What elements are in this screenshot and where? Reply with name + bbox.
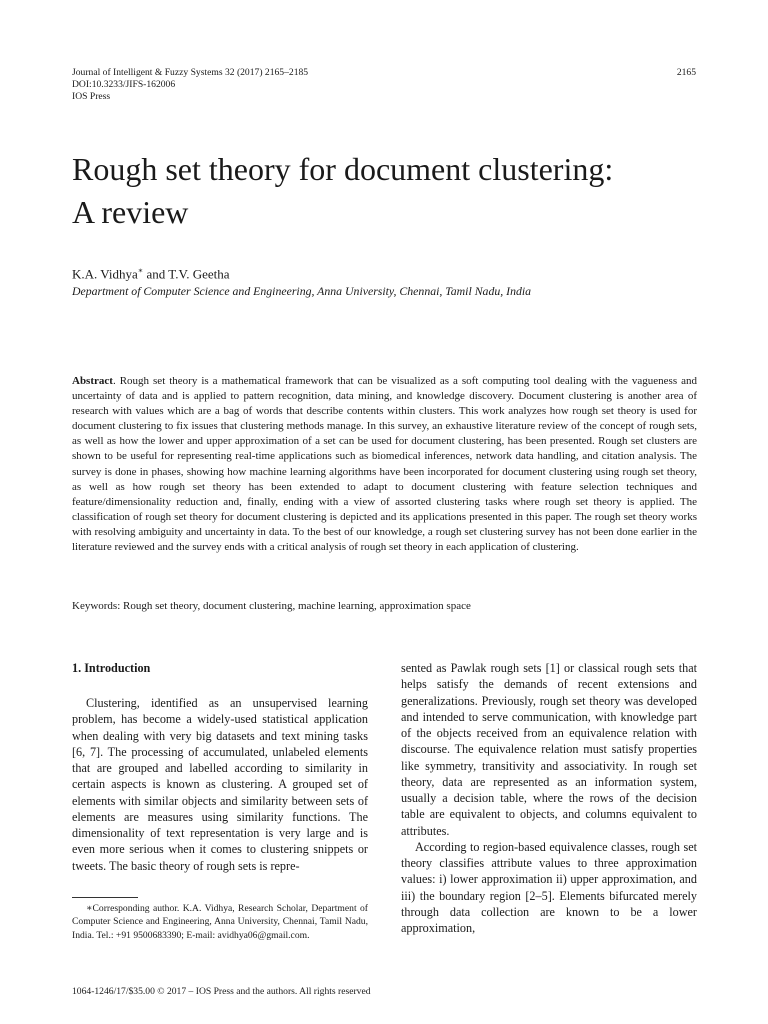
abstract-text: . Rough set theory is a mathematical framework that can be visualized as a soft computing tool dealing with the vagueness and uncertainty of data and is applied to pattern recognition, data mining, and knowledge discovery. Document clustering is another area of research with values which are a bag of words that describe contents within clusters. This work analyzes how rough set theory is used for document clustering to fix issues that clustering methods manage. In this survey, an exhaustive literature review of the concept of rough sets, as well as how the lower and upper approximation of a set can be used for document clustering, has been presented. Rough set clusters are shown to be useful for representing real-time applications such as biomedical inferences, network data handling, and citation analysis. The survey is done in phases, showing how machine learning algorithms have been incorporated for document clustering using rough set theory, as well as how rough set theory has been extended to adapt to document clustering with feature selection techniques and feature/dimensionality reduction and, finally, ending with a view of assorted clustering tasks where rough set theory is applied. The classification of rough set theory for document clustering is depicted and its applications presented in this paper. The rough set theory works with resolving ambiguity and uncertainty in data. To the best of our knowledge, a rough set clustering survey has not been done earlier in the literature reviewed and the survey ends with a critical analysis of rough set theory in each application of clustering.: [72, 375, 697, 554]
intro-paragraph-2: sented as Pawlak rough sets [1] or classical rough sets that helps satisfy the demands of recent extensions and generalizations. Previously, rough set theory was developed and intended to serve communication, with knowledge part of the objects received from an equivalence relation with discourse. The equivalence relation must satisfy properties like symmetry, transitivity and associativity. In rough set theory, data are represented as an information system, usually a decision table, where the rows of the decision table are equivalent to objects, and columns equivalent to attributes.: [401, 661, 697, 838]
doi[interactable]: DOI:10.3233/JIFS-162006: [72, 79, 176, 90]
publisher: IOS Press: [72, 91, 111, 102]
authors: [72, 263, 230, 282]
title-line-1: Rough set theory for document clustering:: [72, 151, 614, 187]
right-column: [401, 660, 697, 936]
page-number: 2165: [676, 67, 696, 78]
affiliation: Department of Computer Science and Engineering, Anna University, Chennai, Tamil Nadu, India: [72, 284, 532, 298]
paper-title: [72, 148, 712, 234]
abstract: [72, 374, 697, 555]
left-column: [72, 660, 368, 874]
footnote: [72, 902, 368, 942]
footnote-text: ∗Corresponding author. K.A. Vidhya, Research Scholar, Department of Computer Science and Engineering, Anna University, Chennai, Tamil Nadu, India. Tel.: +91 9500683390; E-mail: avidhya06@gmail.com.: [72, 903, 368, 941]
corresponding-author-mark: ∗: [137, 266, 144, 275]
journal-info: [72, 67, 308, 103]
section-heading-introduction: 1. Introduction: [72, 661, 151, 675]
copyright: 1064-1246/17/$35.00 © 2017 – IOS Press and the authors. All rights reserved: [72, 986, 371, 997]
intro-paragraph-3: According to region-based equivalence classes, rough set theory classifies attribute values to three approximation values: i) lower approximation ii) upper approximation, and iii) the boundary region [2–5]. Elements bifurcated merely through data collection are known to be a lower approximation,: [401, 839, 697, 935]
title-line-2: A review: [72, 194, 189, 230]
author-connector: and: [143, 266, 169, 282]
abstract-label: Abstract: [72, 375, 113, 387]
footnote-divider: [72, 897, 138, 898]
author-1: K.A. Vidhya: [72, 266, 138, 282]
author-2: T.V. Geetha: [168, 266, 230, 282]
keywords: Keywords: Rough set theory, document clustering, machine learning, approximation space: [72, 600, 471, 612]
journal-citation: Journal of Intelligent & Fuzzy Systems 32 (2017) 2165–2185: [72, 67, 309, 78]
intro-paragraph-1: Clustering, identified as an unsupervised learning problem, has become a widely-used statistical application when dealing with very big datasets and text mining tasks [6, 7]. The processing of accumulated, unlabeled elements that are grouped and labelled according to similarity in certain aspects is known as clustering. A grouped set of elements with similar objects and similarity between sets of elements are measures using similarity functions. The dimensionality of text representation is very large and is even more serious when it comes to clustering snippets or tweets. The basic theory of rough sets is repre-: [72, 696, 368, 873]
